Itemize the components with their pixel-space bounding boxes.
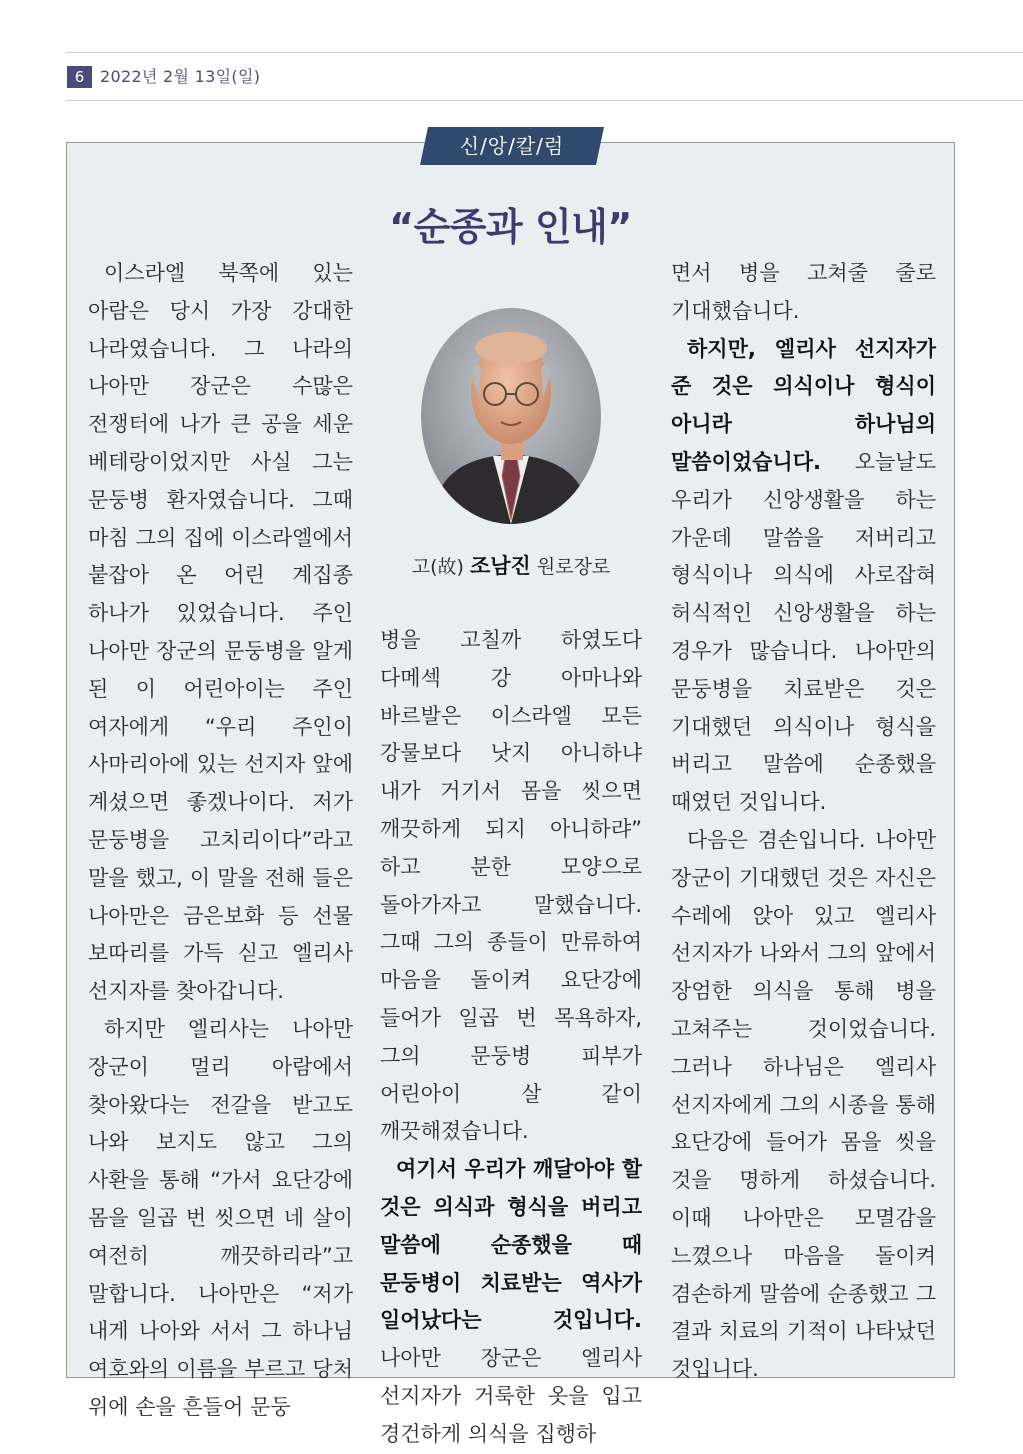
paragraph-text: 오늘날도 우리가 신앙생활을 하는 가운데 말씀을 저버리고 형식이나 의식에 사로잡혀 허식적인 신앙생활을 하는 경우가 많습니다. 나아만의 문둥병을 치료받은 것은 기대했던 의식이나 형식을 버리고 말씀에 순종했을 때였던 것입니다. — [671, 449, 936, 815]
emphasis-text: 하지만, 엘리사 선지자가 준 것은 의식이나 형식이 아니라 하나님의 말씀이었습니다. — [671, 336, 936, 474]
author-name: 조남진 — [469, 554, 531, 578]
paragraph: 다음은 겸손입니다. 나아만 장군이 기대했던 것은 자신은 수레에 앉아 있고 엘리사 선지자가 나와서 그의 앞에서 장엄한 의식을 통해 병을 고쳐주는 것이었습니다. 그러나 하나님은 엘리사 선지자에게 그의 시종을 통해 요단강에 들어가 몸을 씻을 것을 명하게 하셨습니다. 이때 나아만은 모멸감을 느꼈으나 마음을 돌이켜 겸손하게 말씀에 순종했고 그 결과 치료의 기적이 나타났던 것입니다. — [671, 827, 936, 1382]
issue-date: 2022년 2월 13일(일) — [100, 67, 261, 86]
author-prefix: 고(故) — [411, 556, 464, 578]
paragraph: 병을 고칠까 하였도다 다메섹 강 아마나와 바르발은 이스라엘 모든 강물보다 낫지 아니하냐 내가 거기서 몸을 씻으면 깨끗하게 되지 아니하랴” 하고 분한 모양으로 돌아가자고 말했습니다. 그때 그의 종들이 만류하여 마음을 돌이켜 요단강에 들어가 일곱 번 목욕하자, 그의 문둥병 피부가 어린아이 살 같이 깨끗해졌습니다. — [380, 628, 642, 1144]
section-tag — [420, 127, 604, 165]
paragraph: 이스라엘 북쪽에 있는 아람은 당시 가장 강대한 나라였습니다. 그 나라의 나아만 장군은 수많은 전쟁터에 나가 큰 공을 세운 베테랑이었지만 사실 그는 문둥병 환자였습니다. 그때 마침 그의 집에 이스라엘에서 붙잡아 온 어린 계집종 하나가 있었습니다. 주인 나아만 장군의 문둥병을 알게 된 이 어린아이는 주인 여자에게 “우리 주인이 사마리아에 있는 선지자 앞에 계셨으면 좋겠나이다. 저가 문둥병을 고치리이다”라고 말을 했고, 이 말을 전해 들은 나아만은 금은보화 등 선물 보따리를 가득 싣고 엘리사 선지자를 찾아갑니다. — [88, 261, 353, 1004]
paragraph — [380, 1151, 642, 1453]
emphasis-text: 여기서 우리가 깨달아야 할 것은 의식과 형식을 버리고 말씀에 순종했을 때 문둥병이 치료받는 역사가 일어났다는 것입니다. — [380, 1157, 642, 1333]
author-photo — [421, 308, 601, 524]
header-rule — [66, 100, 1023, 101]
column-title: “순종과 인내” — [389, 205, 632, 249]
left-column — [88, 255, 353, 1427]
author-caption — [380, 550, 642, 580]
paragraph-text: 나아만 장군은 엘리사 선지자가 거룩한 옷을 입고 경건하게 의식을 집행하 — [380, 1346, 642, 1446]
paragraph: 면서 병을 고쳐줄 줄로 기대했습니다. — [671, 261, 936, 323]
paragraph: 하지만 엘리사는 나아만 장군이 멀리 아람에서 찾아왔다는 전갈을 받고도 나와 보지도 않고 그의 사환을 통해 “가서 요단강에 몸을 일곱 번 씻으면 네 살이 여전히 깨끗하리라”고 말합니다. 나아만은 “저가 내게 나아와 서서 그 하나님 여호와의 이름을 부르고 당처 위에 손을 흔들어 문둥 — [88, 1016, 353, 1419]
middle-column — [380, 622, 642, 1454]
top-rule — [66, 52, 1023, 53]
portrait-photo — [421, 308, 601, 524]
page-number: 6 — [67, 66, 92, 88]
paragraph — [671, 331, 936, 822]
section-label: 신/앙/칼/럼 — [459, 134, 565, 158]
right-column — [671, 255, 936, 1389]
author-role: 원로장로 — [536, 556, 611, 578]
